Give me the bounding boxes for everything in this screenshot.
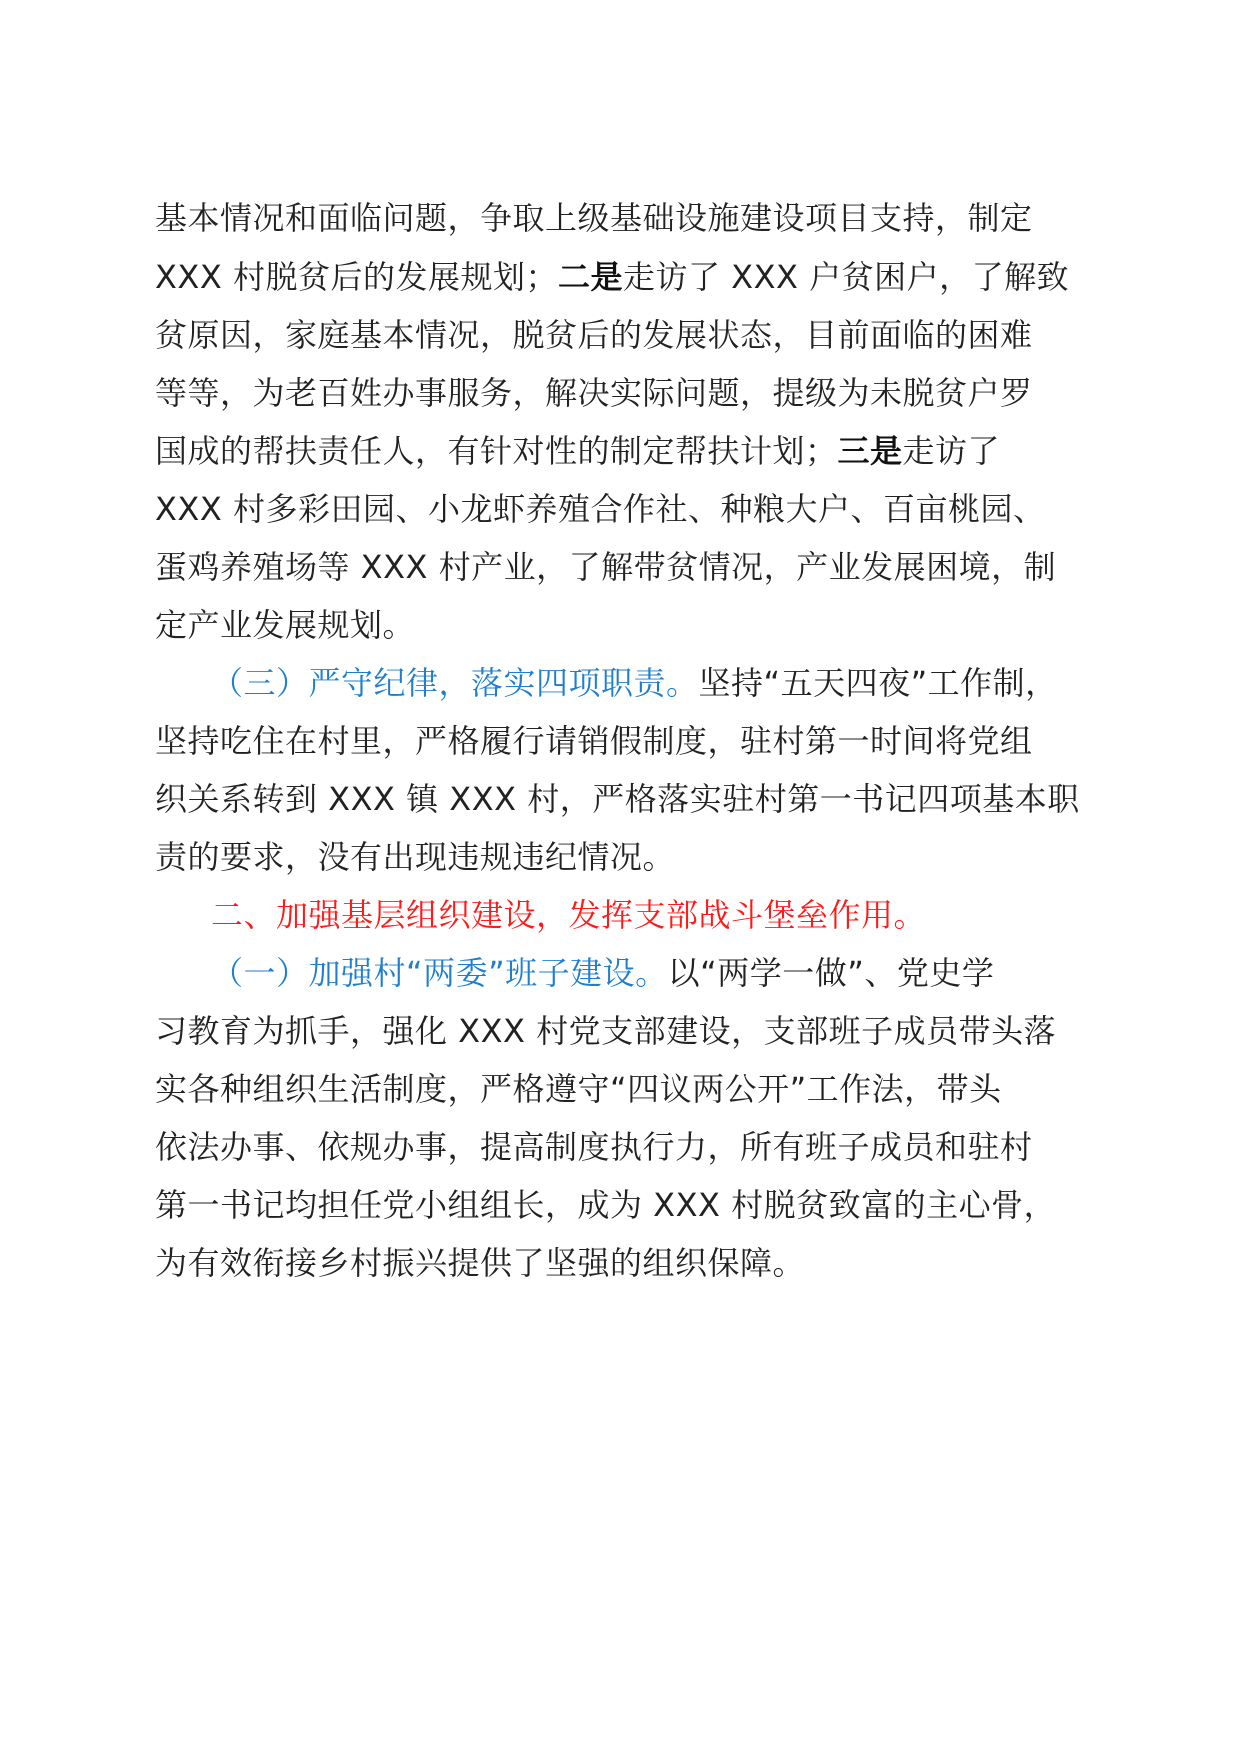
body-text: XXX 村多彩田园、小龙虾养殖合作社、种粮大户、百亩桃园、: [155, 490, 1046, 528]
paragraph-line: [155, 198, 1033, 238]
body-text: 习教育为抓手，强化 XXX 村党支部建设，支部班子成员带头落: [155, 1012, 1057, 1050]
paragraph-line: [211, 663, 1058, 703]
body-text: 走访了 XXX 户贫困户，了解致: [622, 258, 1070, 296]
paragraph-line: [155, 1069, 1002, 1109]
paragraph-line: [155, 837, 675, 877]
bold-keyword: 三是: [837, 432, 903, 470]
body-text: 实各种组织生活制度，严格遵守“四议两公开”工作法，带头: [155, 1070, 1002, 1108]
paragraph-line: [155, 257, 1069, 297]
paragraph-line: [155, 373, 1033, 413]
body-text: 责的要求，没有出现违规违纪情况。: [155, 838, 676, 876]
subheading: （一）加强村“两委”班子建设。: [211, 954, 668, 992]
body-text: 定产业发展规划。: [155, 606, 416, 644]
section-heading: [211, 895, 926, 935]
paragraph-line: [211, 953, 994, 993]
body-text: 第一书记均担任党小组组长，成为 XXX 村脱贫致富的主心骨，: [155, 1186, 1057, 1224]
body-text: 贫原因，家庭基本情况，脱贫后的发展状态，目前面临的困难: [155, 316, 1033, 354]
paragraph-line: [155, 779, 1080, 819]
paragraph-line: [155, 1127, 1033, 1167]
body-text: 蛋鸡养殖场等 XXX 村产业，了解带贫情况，产业发展困境，制: [155, 548, 1057, 586]
paragraph-line: [155, 431, 1000, 471]
paragraph-line: [155, 1011, 1056, 1051]
body-text: 为有效衔接乡村振兴提供了坚强的组织保障。: [155, 1244, 806, 1282]
paragraph-line: [155, 1185, 1056, 1225]
paragraph-line: [155, 1243, 805, 1283]
body-text: 等等，为老百姓办事服务，解决实际问题，提级为未脱贫户罗: [155, 374, 1033, 412]
body-text: XXX 村脱贫后的发展规划；: [155, 258, 558, 296]
body-text: 国成的帮扶责任人，有针对性的制定帮扶计划；: [155, 432, 838, 470]
subheading: （三）严守纪律，落实四项职责。: [211, 664, 699, 702]
paragraph-line: [155, 721, 1033, 761]
body-text: 织关系转到 XXX 镇 XXX 村，严格落实驻村第一书记四项基本职: [155, 780, 1080, 818]
paragraph-line: [155, 547, 1056, 587]
body-text: 依法办事、依规办事，提高制度执行力，所有班子成员和驻村: [155, 1128, 1033, 1166]
body-text: 基本情况和面临问题，争取上级基础设施建设项目支持，制定: [155, 199, 1033, 237]
paragraph-line: [155, 315, 1033, 355]
body-text: 坚持吃住在村里，严格履行请销假制度，驻村第一时间将党组: [155, 722, 1033, 760]
body-text: 以“两学一做”、党史学: [667, 954, 995, 992]
bold-keyword: 二是: [557, 258, 623, 296]
body-text: 坚持“五天四夜”工作制，: [698, 664, 1058, 702]
paragraph-line: [155, 605, 415, 645]
body-text: 走访了: [902, 432, 1001, 470]
section-heading-text: 二、加强基层组织建设，发挥支部战斗堡垒作用。: [211, 896, 927, 934]
paragraph-line: [155, 489, 1045, 529]
